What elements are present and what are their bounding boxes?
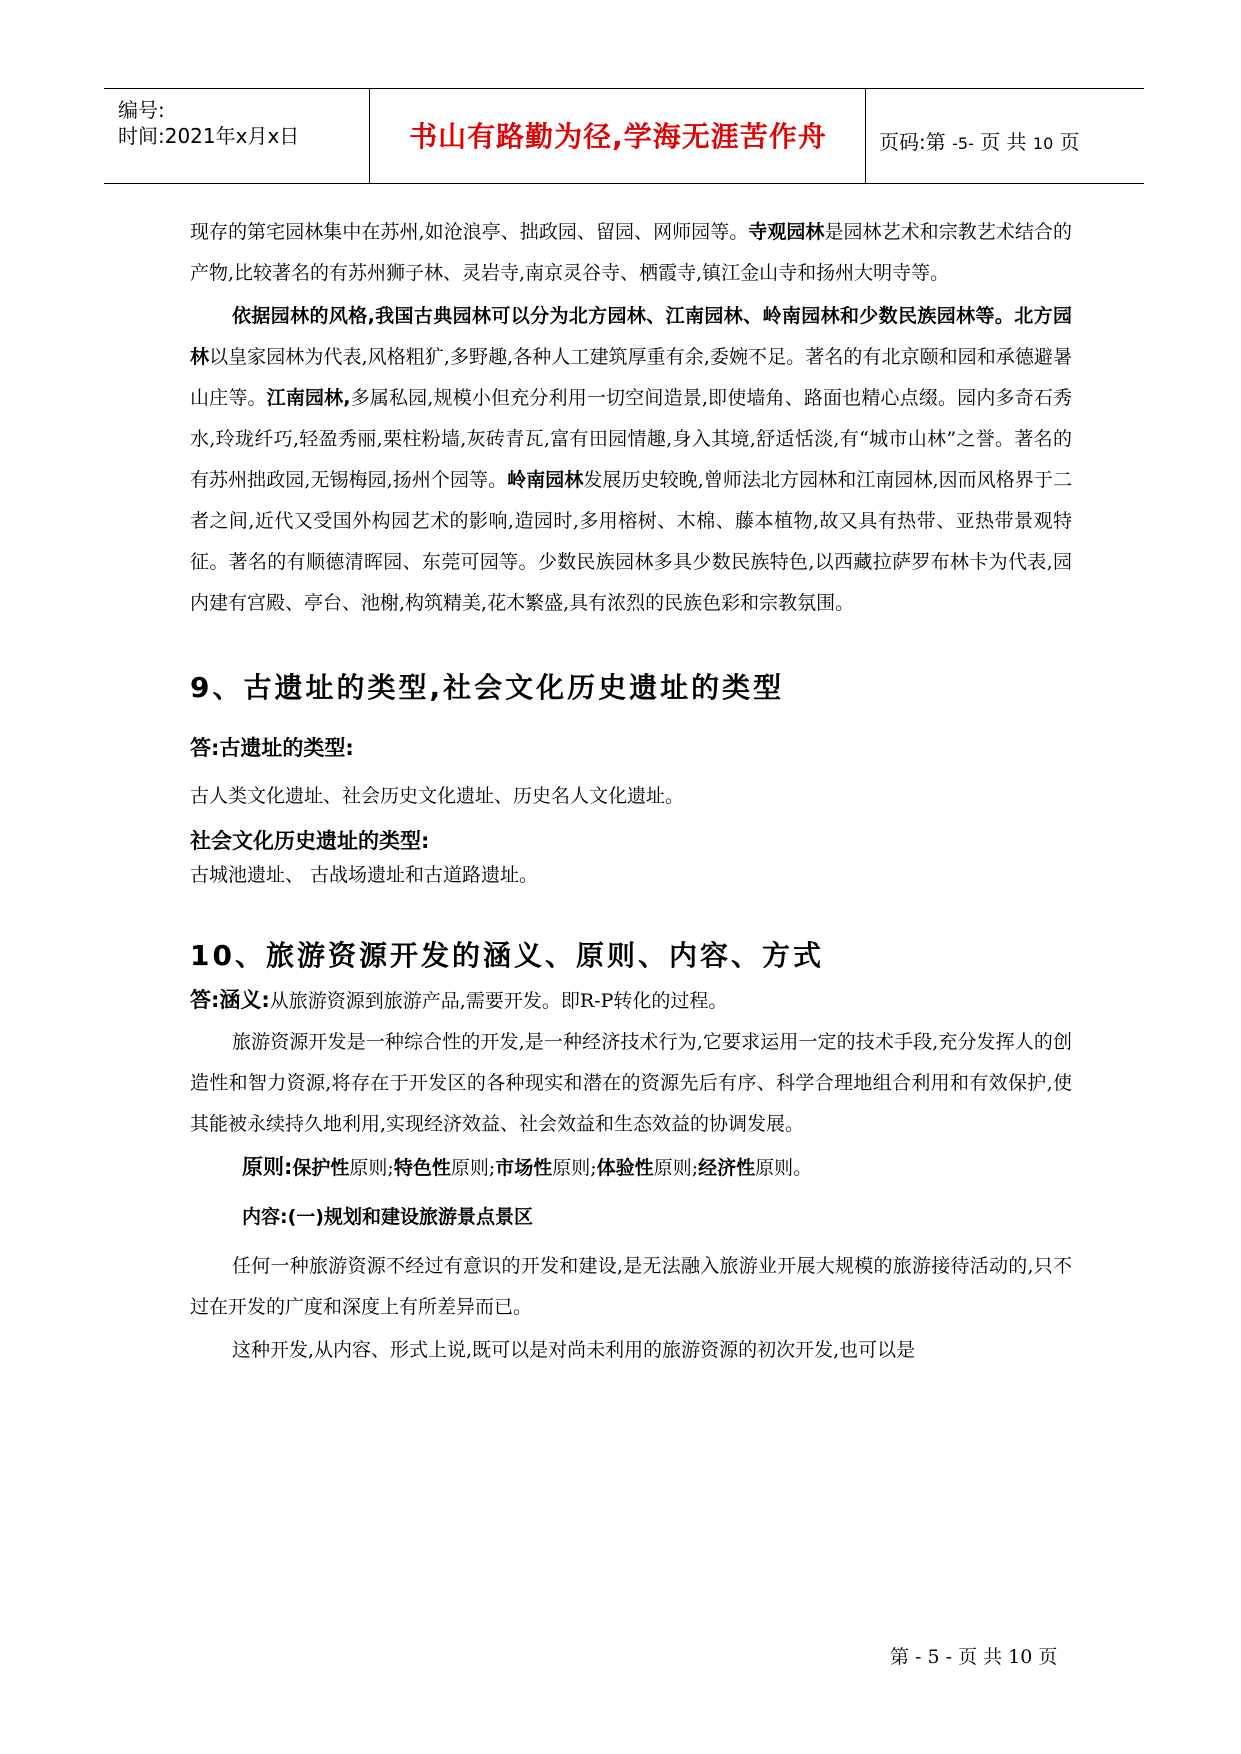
page-suffix: 页 (1059, 130, 1080, 154)
text-run: 原则; (653, 1157, 699, 1179)
text-run: 原则。 (755, 1157, 813, 1179)
text-run: 是园林艺术和宗教艺术结合的产物,比较著名的有苏州狮子林、灵岩寺,南京灵谷寺、栖霞寺,镇江金山寺和扬州大明寺等。 (190, 221, 1072, 284)
header-info-cell (104, 89, 370, 183)
text-run: 从旅游资源到旅游产品,需要开发。即R-P转化的过程。 (269, 990, 728, 1012)
page-total: 10 (1032, 134, 1054, 153)
bold-term: 寺观园林 (748, 221, 825, 243)
motto: 书山有路勤为径,学海无涯苦作舟 (409, 120, 827, 153)
page-number: -5- (952, 134, 974, 153)
page-footer: 第 - 5 - 页 共 10 页 (890, 1646, 1058, 1668)
section-9-answer-text: 古人类文化遗址、社会历史文化遗址、历史名人文化遗址。 (190, 785, 685, 807)
section-9-answer-label: 答:古遗址的类型: (190, 736, 354, 760)
bold-term: 经济性 (698, 1157, 756, 1179)
section-10-definition-paragraph: 旅游资源开发是一种综合性的开发,是一种经济技术行为,它要求运用一定的技术手段,充分发挥人的创造性和智力资源,将存在于开发区的各种现实和潜在的资源先后有序、科学合理地组合利用和有效保护,使其能被永续持久地利用,实现经济效益、社会效益和生态效益的协调发展。 (190, 1031, 1072, 1135)
paragraph-garden-styles (190, 296, 1072, 624)
bold-term: 市场性 (495, 1157, 553, 1179)
bold-term: 岭南园林 (507, 469, 584, 491)
document-body (190, 212, 1072, 1371)
section-10-title: 10、旅游资源开发的涵义、原则、内容、方式 (190, 939, 824, 972)
page-indicator (879, 126, 1080, 155)
section-9-sub-text: 古城池遗址、 古战场遗址和古道路遗址。 (190, 864, 539, 886)
page-prefix: 页码:第 (879, 130, 946, 154)
section-10-content-label (190, 1197, 1072, 1238)
bold-label: 内容:(一)规划和建设旅游景点景区 (242, 1206, 533, 1228)
time-label: 时间:2021年x月x日 (118, 124, 300, 148)
page-mid: 页 共 (980, 130, 1027, 154)
text-run: 原则; (349, 1157, 394, 1179)
section-9-title: 9、古遗址的类型,社会文化历史遗址的类型 (190, 671, 785, 704)
number-label: 编号: (118, 98, 165, 122)
bold-term: 北方园林 (190, 305, 1072, 368)
bold-term: 江南园林, (266, 387, 351, 409)
text-run: 原则; (450, 1157, 496, 1179)
text-run: 发展历史较晚,曾师法北方园林和江南园林,因而风格界于二者之间,近代又受国外构园艺术的影响,造园时,多用榕树、木棉、藤本植物,故又具有热带、亚热带景观特征。著名的有顺德清晖园、东莞可园等。少数民族园林多具少数民族特色,以西藏拉萨罗布林卡为代表,园内建有宫殿、亭台、池榭,构筑精美,花木繁盛,具有浓烈的民族色彩和宗教氛围。 (190, 469, 1072, 614)
section-9-sub-label: 社会文化历史遗址的类型: (190, 829, 430, 853)
section-10-definition (190, 980, 1072, 1022)
paragraph-temple-gardens (190, 212, 1072, 294)
text-run: 以皇家园林为代表,风格粗犷,多野趣,各种人工建筑厚重有余,委婉不足。著名的有北京颐和园和承德避暑山庄等。 (190, 346, 1072, 409)
bold-label: 答:涵义: (190, 988, 270, 1012)
bold-label: 原则: (242, 1155, 293, 1179)
header-page-cell (867, 89, 1144, 183)
page-header (104, 88, 1144, 184)
bold-term: 体验性 (596, 1157, 654, 1179)
text-run: 多属私园,规模小但充分利用一切空间造景,即使墙角、路面也精心点缀。园内多奇石秀水,玲珑纤巧,轻盈秀丽,栗柱粉墙,灰砖青瓦,富有田园情趣,身入其境,舒适恬淡,有“城市山林”之誉。著名的有苏州拙政园,无锡梅园,扬州个园等。 (190, 387, 1072, 491)
bold-term: 依据园林的风格,我国古典园林可以分为北方园林、江南园林、岭南园林和少数民族园林等。 (232, 305, 1015, 327)
section-10-content-paragraph-1: 任何一种旅游资源不经过有意识的开发和建设,是无法融入旅游业开展大规模的旅游接待活动的,只不过在开发的广度和深度上有所差异而已。 (190, 1255, 1072, 1318)
bold-term: 特色性 (393, 1157, 451, 1179)
header-motto-cell (371, 89, 866, 183)
text-run: 现存的第宅园林集中在苏州,如沧浪亭、拙政园、留园、网师园等。 (190, 221, 749, 243)
bold-term: 保护性 (292, 1157, 350, 1179)
section-10-content-paragraph-2: 这种开发,从内容、形式上说,既可以是对尚未利用的旅游资源的初次开发,也可以是 (232, 1339, 916, 1361)
text-run: 原则; (552, 1157, 597, 1179)
section-10-principles (190, 1147, 1072, 1189)
